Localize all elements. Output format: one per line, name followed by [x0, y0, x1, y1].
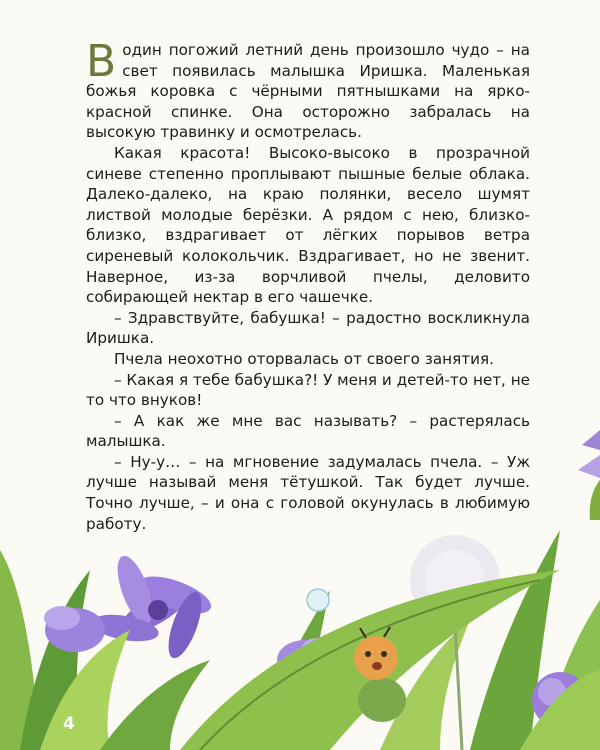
meadow-illustration [0, 510, 600, 750]
story-paragraph-6: – А как же мне вас называть? – растерялась малышка. [86, 411, 530, 451]
story-paragraph-5: – Какая я тебе бабушка?! У меня и детей-то нет, не то что внуков! [86, 370, 530, 410]
dew-drop-icon [307, 589, 329, 611]
story-text [86, 36, 530, 534]
story-paragraph-1: В один погожий летний день произошло чудо – на свет появилась малышка Иришка. Маленькая божья коровка с чёрными пятнышками на ярко-красной спинке. Она осторожно забралась на высокую травинку и осмотрелась. [86, 36, 530, 142]
right-edge-flower [560, 400, 600, 520]
story-paragraph-2: Какая красота! Высоко-высоко в прозрачной синеве степенно проплывают пышные белые облака. Далеко-далеко, на краю полянки, весело шумят листвой молодые берёзки. А рядом с нею, близко-близко, вздрагивает от лёгких порывов ветра сиреневый колокольчик. Вздрагивает, но не звенит. Наверное, из-за ворчливой пчелы, деловито собирающей нектар в его чашечке. [86, 143, 530, 307]
story-paragraph-3: – Здравствуйте, бабушка! – радостно воскликнула Иришка. [86, 308, 530, 348]
page-number: 4 [63, 714, 75, 734]
story-paragraph-7: – Ну-у… – на мгновение задумалась пчела. – Уж лучше называй меня тётушкой. Так будет лучше. Точно лучше, – и она с головой окунулась в любимую работу. [86, 452, 530, 533]
drop-cap: В [86, 36, 117, 87]
story-paragraph-4: Пчела неохотно оторвалась от своего занятия. [114, 349, 494, 368]
